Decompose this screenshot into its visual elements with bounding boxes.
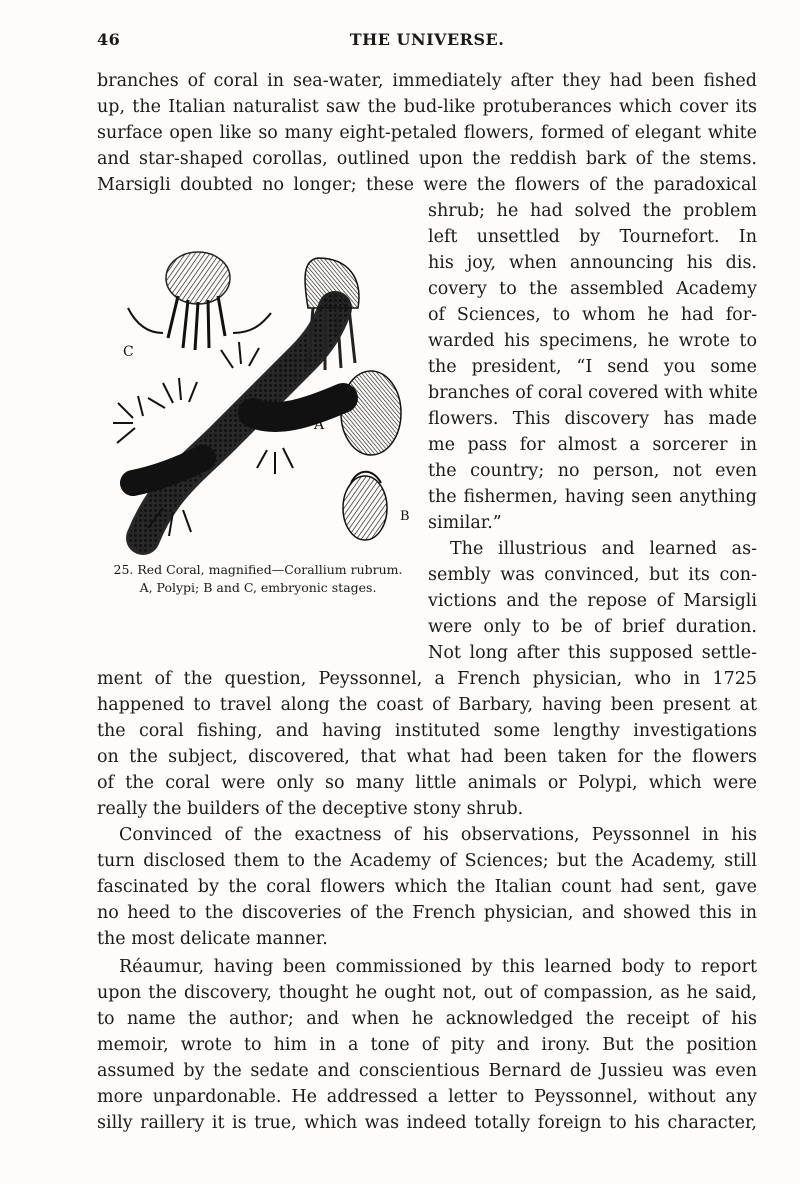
text-line: branches of coral in sea-water, immediately after they had been fished [97,71,757,91]
text-line: the coral fishing, and having instituted some lengthy investigations [97,721,757,741]
text-line: up, the Italian naturalist saw the bud-like protuberances which cover its [97,97,757,117]
figure-label-a: A [314,417,325,433]
text-line: of Sciences, to whom he had for- [428,305,757,325]
text-line: Not long after this supposed settle- [428,643,757,663]
text-line: Convinced of the exactness of his observations, Peyssonnel in his [119,825,757,845]
text-line: flowers. This discovery has made [428,409,757,429]
text-line: surface open like so many eight-petaled flowers, formed of elegant white [97,123,757,143]
text-line: to name the author; and when he acknowledged the receipt of his [97,1009,757,1029]
text-line: covery to the assembled Academy [428,279,757,299]
caption-line: 25. Red Coral, magnified—Corallium rubrum. [113,562,403,577]
text-line: upon the discovery, thought he ought not, out of compassion, as he said, [97,983,757,1003]
text-line: me pass for almost a sorcerer in [428,435,757,455]
text-line: Marsigli doubted no longer; these were the flowers of the paradoxical [97,175,757,195]
text-line: the fishermen, having seen anything [428,487,757,507]
text-line: turn disclosed them to the Academy of Sciences; but the Academy, still [97,851,757,871]
text-line: left unsettled by Tournefort. In [428,227,757,247]
text-line: were only to be of brief duration. [428,617,757,637]
text-line: The illustrious and learned as- [450,539,757,559]
running-title: THE UNIVERSE. [349,30,505,49]
running-header [97,30,757,54]
text-line: ment of the question, Peyssonnel, a French physician, who in 1725 [97,669,757,689]
figure-caption [103,561,413,597]
text-line: victions and the repose of Marsigli [428,591,757,611]
text-line: his joy, when announcing his dis. [428,253,757,273]
text-line: sembly was convinced, but its con- [428,565,757,585]
text-line: shrub; he had solved the problem [428,201,757,221]
text-line: warded his specimens, he wrote to [428,331,757,351]
figure-label-c: C [123,344,134,360]
text-line: silly raillery it is true, which was indeed totally foreign to his character, [97,1113,757,1133]
text-line: Réaumur, having been commissioned by this learned body to report [119,957,757,977]
text-line: no heed to the discoveries of the French physician, and showed this in [97,903,757,923]
text-line: on the subject, discovered, that what had been taken for the flowers [97,747,757,767]
text-line: the most delicate manner. [97,929,328,949]
text-line: similar.” [428,513,502,533]
text-line: and star-shaped corollas, outlined upon the reddish bark of the stems. [97,149,757,169]
figure-label-b: B [400,509,410,524]
text-line: branches of coral covered with white [428,383,758,403]
text-line: of the coral were only so many little animals or Polypi, which were [97,773,757,793]
text-line: really the builders of the deceptive stony shrub. [97,799,524,819]
text-line: the president, “I send you some [428,357,757,377]
text-line: assumed by the sedate and conscientious Bernard de Jussieu was even [97,1061,757,1081]
text-line: memoir, wrote to him in a tone of pity and irony. But the position [97,1035,757,1055]
text-line: more unpardonable. He addressed a letter to Peyssonnel, without any [97,1087,757,1107]
text-line: happened to travel along the coast of Barbary, having been present at [97,695,757,715]
text-line: the country; no person, not even [428,461,757,481]
text-line: fascinated by the coral flowers which the Italian count had sent, gave [97,877,757,897]
page-number: 46 [97,30,121,49]
caption-line: A, Polypi; B and C, embryonic stages. [139,580,377,595]
coral-illustration [103,238,413,560]
coral-drawing [103,238,413,560]
